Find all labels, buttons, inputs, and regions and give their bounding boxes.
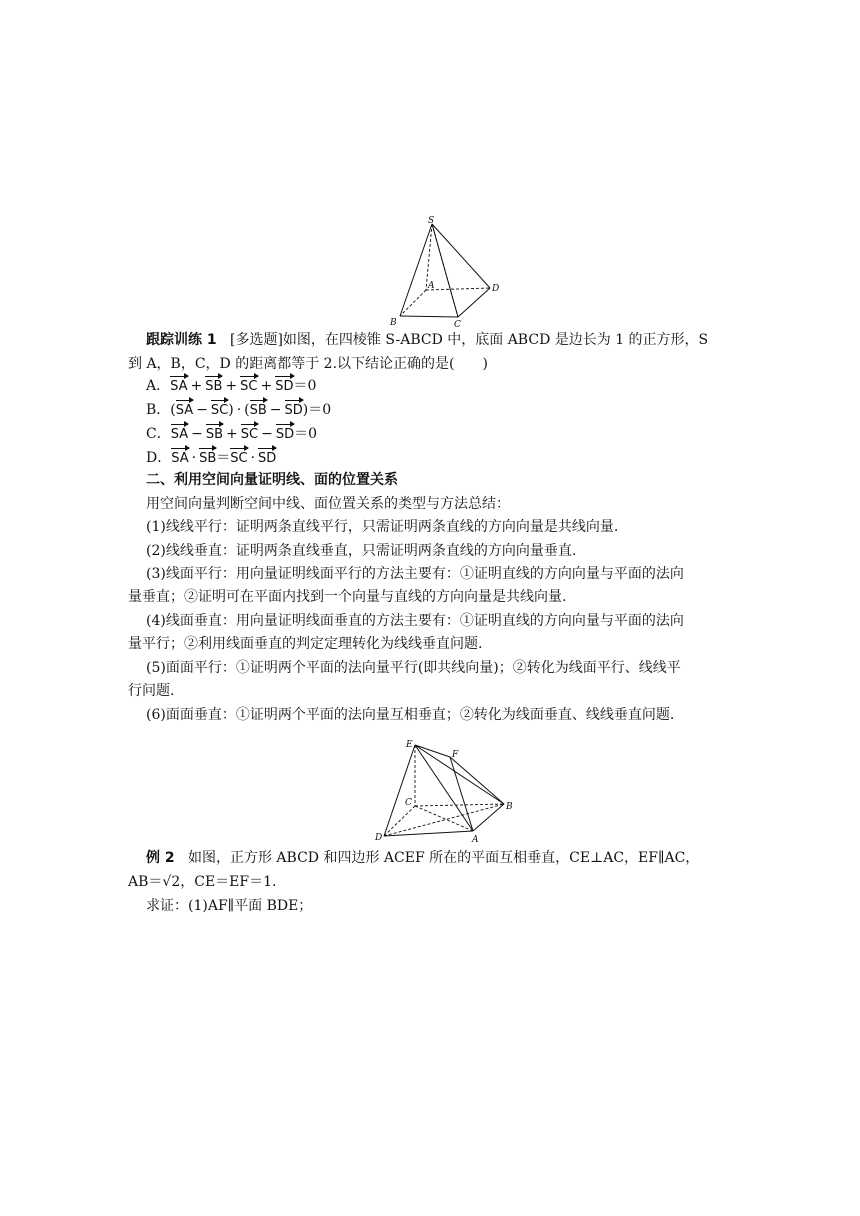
training-tag: [多选题]: [229, 332, 283, 348]
section-heading: 二、利用空间向量证明线、面的位置关系: [146, 472, 398, 488]
item-5-line-2: 行问题.: [128, 683, 175, 699]
option-b: [146, 400, 758, 421]
solid-figure: [372, 736, 522, 844]
option-a: [146, 376, 758, 397]
op-minus: −: [269, 402, 282, 418]
training-text-2: 到 A，B，C，D 的距离都等于 2.以下结论正确的是( ): [128, 356, 488, 372]
vector-sa: SA: [176, 401, 193, 421]
item-3-line-1: (3)线面平行：用向量证明线面平行的方法主要有：①证明直线的方向向量与平面的法向: [146, 566, 684, 582]
option-d-letter: D．: [146, 450, 172, 466]
vertex-s-label: S: [428, 216, 435, 226]
vector-sa: SA: [171, 425, 188, 445]
option-d: [146, 448, 758, 469]
op-plus: +: [260, 378, 273, 394]
vector-sd: SD: [276, 425, 294, 445]
vector-sa: SA: [170, 377, 187, 397]
vertex-b-label: B: [506, 802, 513, 812]
vertex-a-label: A: [428, 281, 435, 291]
item-1: (1)线线平行：证明两条直线平行，只需证明两条直线的方向向量是共线向量.: [146, 519, 619, 535]
vector-sc: SC: [211, 401, 228, 421]
op-rparen: ): [302, 402, 309, 418]
vector-sd: SD: [285, 401, 303, 421]
example-text-1: 如图，正方形 ABCD 和四边形 ACEF 所在的平面互相垂直，CE⊥AC，EF∥AC，: [187, 850, 700, 866]
pyramid-figure: [388, 214, 508, 328]
example-ab: AB＝: [128, 874, 163, 890]
example-text-2: ，CE＝EF＝1.: [180, 874, 277, 890]
op-plus: +: [226, 426, 238, 442]
training-text-1: 如图，在四棱锥 S-ABCD 中，底面 ABCD 是边长为 1 的正方形，S: [282, 332, 709, 348]
vertex-f-label: F: [452, 750, 459, 760]
training-title: 跟踪训练 1: [146, 332, 217, 348]
vector-sb: SB: [206, 425, 223, 445]
example-line-2: [128, 872, 740, 892]
vector-sb: SB: [205, 377, 222, 397]
training-line-2: [128, 354, 740, 374]
example-line-1: [146, 848, 758, 868]
vector-sb: SB: [250, 401, 267, 421]
item-5-line-1: (5)面面平行：①证明两个平面的法向量平行(即共线向量)；②转化为线面平行、线线平: [146, 660, 681, 676]
item-2: (2)线线垂直：证明两条直线垂直，只需证明两条直线的方向向量垂直.: [146, 543, 577, 559]
example-title: 例 2: [146, 850, 175, 866]
op-dot: ·: [191, 450, 197, 466]
vertex-c-label: C: [454, 320, 461, 328]
option-a-letter: A．: [146, 378, 171, 394]
op-eq: ＝: [216, 450, 231, 466]
op-rparen: ): [228, 402, 234, 418]
op-minus: −: [196, 402, 208, 418]
op-eq0: ＝0: [293, 378, 317, 394]
op-eq0: ＝0: [294, 426, 318, 442]
vector-sc: SC: [241, 425, 258, 445]
vertex-c-label: C: [405, 798, 412, 808]
training-line-1: [146, 330, 758, 350]
op-dot: ·: [250, 450, 256, 466]
sqrt-2: √2: [162, 874, 181, 890]
option-c-letter: C．: [146, 426, 171, 442]
item-3-line-2: 量垂直；②证明可在平面内找到一个向量与直线的方向向量是共线向量.: [128, 589, 567, 605]
vector-sb: SB: [199, 449, 216, 469]
op-minus: −: [261, 426, 273, 442]
item-6: (6)面面垂直：①证明两个平面的法向量互相垂直；②转化为线面垂直、线线垂直问题.: [146, 707, 675, 723]
op-dot: ·: [236, 402, 242, 418]
option-b-letter: B．: [146, 402, 171, 418]
vector-sd: SD: [275, 377, 293, 397]
op-plus: +: [225, 378, 238, 394]
vector-sc: SC: [230, 449, 247, 469]
op-lparen: (: [244, 402, 250, 418]
vertex-d-label: D: [492, 284, 500, 294]
op-minus: −: [191, 426, 203, 442]
option-c: [146, 424, 758, 445]
vertex-d-label: D: [375, 833, 383, 843]
vector-sc: SC: [240, 377, 257, 397]
vertex-b-label: B: [390, 318, 397, 328]
section-intro: 用空间向量判断空间中线、面位置关系的类型与方法总结：: [146, 496, 510, 512]
op-lparen: (: [170, 402, 176, 418]
vector-sd: SD: [258, 449, 276, 469]
item-4-line-1: (4)线面垂直：用向量证明线面垂直的方法主要有：①证明直线的方向向量与平面的法向: [146, 613, 684, 629]
vertex-a-label: A: [472, 835, 479, 844]
item-4-line-2: 量平行；②利用线面垂直的判定定理转化为线线垂直问题.: [128, 636, 483, 652]
vector-sa: SA: [171, 449, 188, 469]
op-plus: +: [190, 378, 203, 394]
vertex-e-label: E: [406, 740, 413, 750]
example-prove: 求证：(1)AF∥平面 BDE；: [146, 898, 313, 914]
op-eq0: ＝0: [308, 402, 332, 418]
